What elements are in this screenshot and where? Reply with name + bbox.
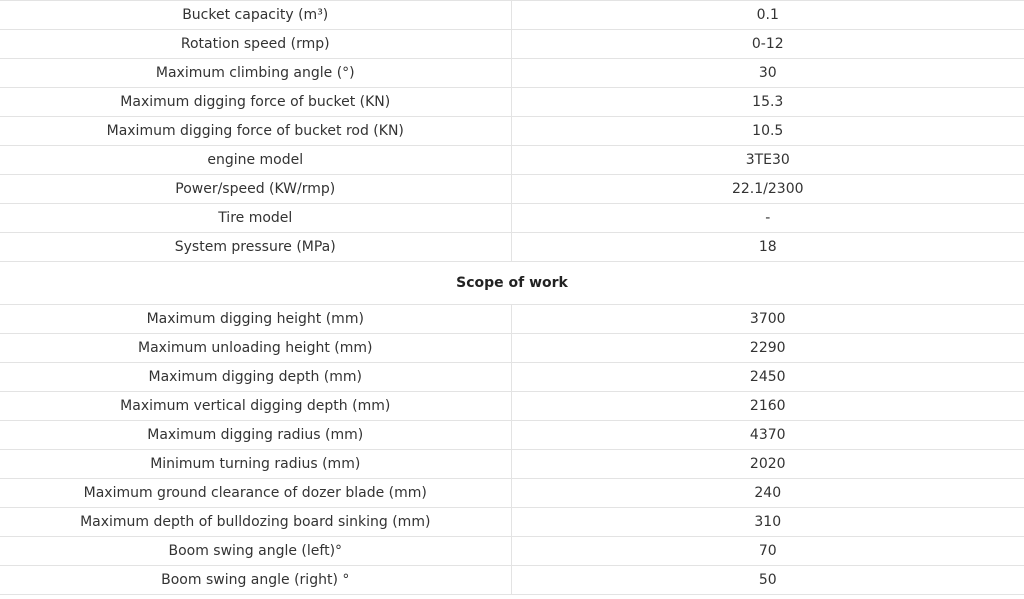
spec-label: Maximum digging force of bucket rod (KN)	[0, 117, 511, 146]
spec-label: Minimum turning radius (mm)	[0, 450, 511, 479]
spec-label: Maximum digging depth (mm)	[0, 363, 511, 392]
table-row	[0, 204, 1024, 233]
table-row	[0, 450, 1024, 479]
spec-value: 2290	[511, 334, 1024, 363]
spec-label: Maximum digging force of bucket (KN)	[0, 88, 511, 117]
spec-label: Boom swing angle (right) °	[0, 566, 511, 595]
spec-value: 3700	[511, 305, 1024, 334]
spec-value: -	[511, 204, 1024, 233]
table-row	[0, 146, 1024, 175]
spec-label: System pressure (MPa)	[0, 233, 511, 262]
spec-value: 4370	[511, 421, 1024, 450]
table-row	[0, 1, 1024, 30]
spec-label: Maximum ground clearance of dozer blade (mm)	[0, 479, 511, 508]
spec-value: 3TE30	[511, 146, 1024, 175]
spec-value: 22.1/2300	[511, 175, 1024, 204]
section-title: Scope of work	[0, 262, 1024, 305]
spec-label: Boom swing angle (left)°	[0, 537, 511, 566]
spec-value: 310	[511, 508, 1024, 537]
spec-value: 50	[511, 566, 1024, 595]
spec-value: 240	[511, 479, 1024, 508]
table-row	[0, 479, 1024, 508]
spec-value: 2160	[511, 392, 1024, 421]
spec-label: Maximum climbing angle (°)	[0, 59, 511, 88]
table-row	[0, 305, 1024, 334]
spec-label: Power/speed (KW/rmp)	[0, 175, 511, 204]
spec-label: engine model	[0, 146, 511, 175]
spec-value: 18	[511, 233, 1024, 262]
spec-label: Bucket capacity (m³)	[0, 1, 511, 30]
table-row	[0, 392, 1024, 421]
spec-value: 70	[511, 537, 1024, 566]
table-row	[0, 88, 1024, 117]
table-row	[0, 363, 1024, 392]
table-row	[0, 334, 1024, 363]
table-row	[0, 117, 1024, 146]
spec-label: Maximum digging radius (mm)	[0, 421, 511, 450]
spec-value: 15.3	[511, 88, 1024, 117]
table-row	[0, 508, 1024, 537]
table-row	[0, 30, 1024, 59]
table-row	[0, 59, 1024, 88]
table-row	[0, 537, 1024, 566]
spec-value: 30	[511, 59, 1024, 88]
spec-label: Maximum digging height (mm)	[0, 305, 511, 334]
table-row	[0, 566, 1024, 595]
table-row	[0, 421, 1024, 450]
section-header-row	[0, 262, 1024, 305]
spec-value: 2020	[511, 450, 1024, 479]
spec-label: Maximum depth of bulldozing board sinking (mm)	[0, 508, 511, 537]
table-row	[0, 233, 1024, 262]
spec-value: 2450	[511, 363, 1024, 392]
spec-label: Maximum vertical digging depth (mm)	[0, 392, 511, 421]
spec-value: 0-12	[511, 30, 1024, 59]
spec-label: Tire model	[0, 204, 511, 233]
spec-label: Maximum unloading height (mm)	[0, 334, 511, 363]
spec-label: Rotation speed (rmp)	[0, 30, 511, 59]
spec-value: 10.5	[511, 117, 1024, 146]
spec-value: 0.1	[511, 1, 1024, 30]
table-row	[0, 175, 1024, 204]
